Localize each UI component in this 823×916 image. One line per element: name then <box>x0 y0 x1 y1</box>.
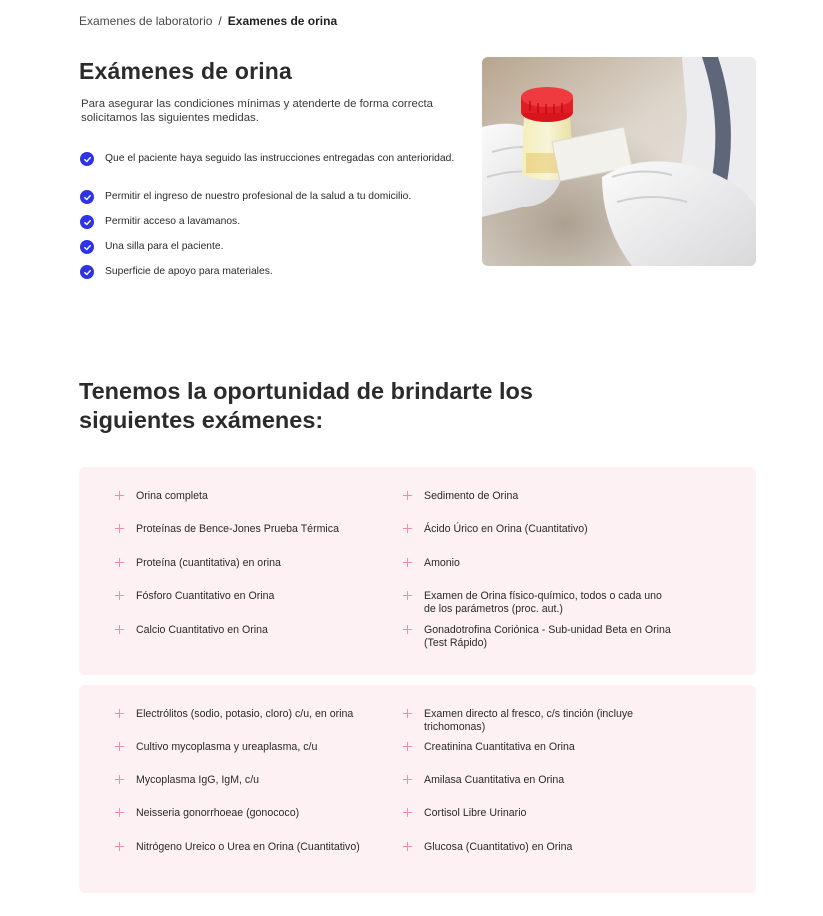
requirements-list <box>80 152 460 290</box>
plus-icon <box>403 558 412 567</box>
exams-section-title: Tenemos la oportunidad de brindarte los siguientes exámenes: <box>79 378 533 433</box>
plus-icon <box>115 709 124 718</box>
plus-icon <box>115 491 124 500</box>
plus-icon <box>115 808 124 817</box>
page-title: Exámenes de orina <box>79 58 293 84</box>
exam-item <box>403 708 673 733</box>
plus-icon <box>115 775 124 784</box>
breadcrumb-current: Examenes de orina <box>227 14 338 28</box>
exam-item <box>115 490 385 503</box>
exam-item <box>403 624 673 649</box>
exam-item <box>115 590 385 603</box>
exam-item <box>115 807 385 820</box>
check-circle-icon <box>80 190 94 204</box>
exam-label: Amonio <box>424 557 460 569</box>
plus-icon <box>403 709 412 718</box>
exam-label: Nitrógeno Ureico o Urea en Orina (Cuantitativo) <box>136 841 360 853</box>
exam-item <box>403 774 673 787</box>
exam-item <box>403 523 673 536</box>
requirement-text: Que el paciente haya seguido las instrucciones entregadas con anterioridad. <box>105 153 455 164</box>
plus-icon <box>115 524 124 533</box>
breadcrumb <box>79 14 337 28</box>
exam-item <box>115 741 385 754</box>
exams-panel-2 <box>79 685 756 893</box>
check-circle-icon <box>80 152 94 166</box>
exam-label: Electrólitos (sodio, potasio, cloro) c/u, en orina <box>136 708 354 720</box>
plus-icon <box>403 775 412 784</box>
requirement-text: Permitir el ingreso de nuestro profesional de la salud a tu domicilio. <box>105 191 412 202</box>
plus-icon <box>403 742 412 751</box>
requirement-text: Una silla para el paciente. <box>105 241 224 252</box>
exam-label: Proteína (cuantitativa) en orina <box>136 557 281 569</box>
plus-icon <box>403 524 412 533</box>
exam-label: Examen directo al fresco, c/s tinción (incluye trichomonas) <box>424 708 634 733</box>
exam-label: Ácido Úrico en Orina (Cuantitativo) <box>424 523 588 535</box>
exam-label: Proteínas de Bence-Jones Prueba Térmica <box>136 523 339 535</box>
check-circle-icon <box>80 240 94 254</box>
requirement-item <box>80 215 460 240</box>
exam-label: Orina completa <box>136 490 208 502</box>
exam-label: Gonadotrofina Coriónica - Sub-unidad Beta en Orina (Test Rápido) <box>424 624 671 649</box>
plus-icon <box>403 808 412 817</box>
requirement-item <box>80 265 460 290</box>
plus-icon <box>403 842 412 851</box>
requirement-item <box>80 190 460 215</box>
requirement-item <box>80 152 460 190</box>
requirement-item <box>80 240 460 265</box>
plus-icon <box>403 625 412 634</box>
exam-label: Cultivo mycoplasma y ureaplasma, c/u <box>136 741 318 753</box>
exam-item <box>115 708 385 721</box>
plus-icon <box>115 842 124 851</box>
plus-icon <box>403 491 412 500</box>
check-circle-icon <box>80 215 94 229</box>
hero-intro-text: Para asegurar las condiciones mínimas y atenderte de forma correcta solicitamos las siguientes medidas. <box>81 98 434 124</box>
exam-item <box>403 741 673 754</box>
exam-label: Neisseria gonorrhoeae (gonococo) <box>136 807 300 819</box>
requirement-text: Permitir acceso a lavamanos. <box>105 216 241 227</box>
plus-icon <box>403 591 412 600</box>
exam-item <box>403 807 673 820</box>
urine-sample-photo <box>482 57 756 266</box>
requirement-text: Superficie de apoyo para materiales. <box>105 266 273 277</box>
exam-label: Fósforo Cuantitativo en Orina <box>136 590 275 602</box>
exam-label: Glucosa (Cuantitativo) en Orina <box>424 841 573 853</box>
exam-label: Sedimento de Orina <box>424 490 519 502</box>
exam-item <box>115 774 385 787</box>
breadcrumb-separator: / <box>218 14 222 28</box>
exam-item <box>115 557 385 570</box>
exam-label: Creatinina Cuantitativa en Orina <box>424 741 575 753</box>
plus-icon <box>115 742 124 751</box>
exam-label: Examen de Orina físico-químico, todos o cada uno de los parámetros (proc. aut.) <box>424 590 662 615</box>
exam-item <box>403 590 673 615</box>
exams-panel-1 <box>79 467 756 675</box>
urine-sample-cup-icon <box>482 57 756 266</box>
exam-item <box>115 841 385 854</box>
exam-label: Cortisol Libre Urinario <box>424 807 527 819</box>
exam-item <box>403 841 673 854</box>
exam-label: Amilasa Cuantitativa en Orina <box>424 774 565 786</box>
plus-icon <box>115 625 124 634</box>
check-circle-icon <box>80 265 94 279</box>
exam-label: Calcio Cuantitativo en Orina <box>136 624 268 636</box>
exam-item <box>403 490 673 503</box>
exam-item <box>115 523 385 536</box>
exam-item <box>403 557 673 570</box>
plus-icon <box>115 558 124 567</box>
exam-label: Mycoplasma IgG, IgM, c/u <box>136 774 260 786</box>
breadcrumb-parent-link[interactable]: Examenes de laboratorio <box>79 14 213 28</box>
plus-icon <box>115 591 124 600</box>
exam-item <box>115 624 385 637</box>
